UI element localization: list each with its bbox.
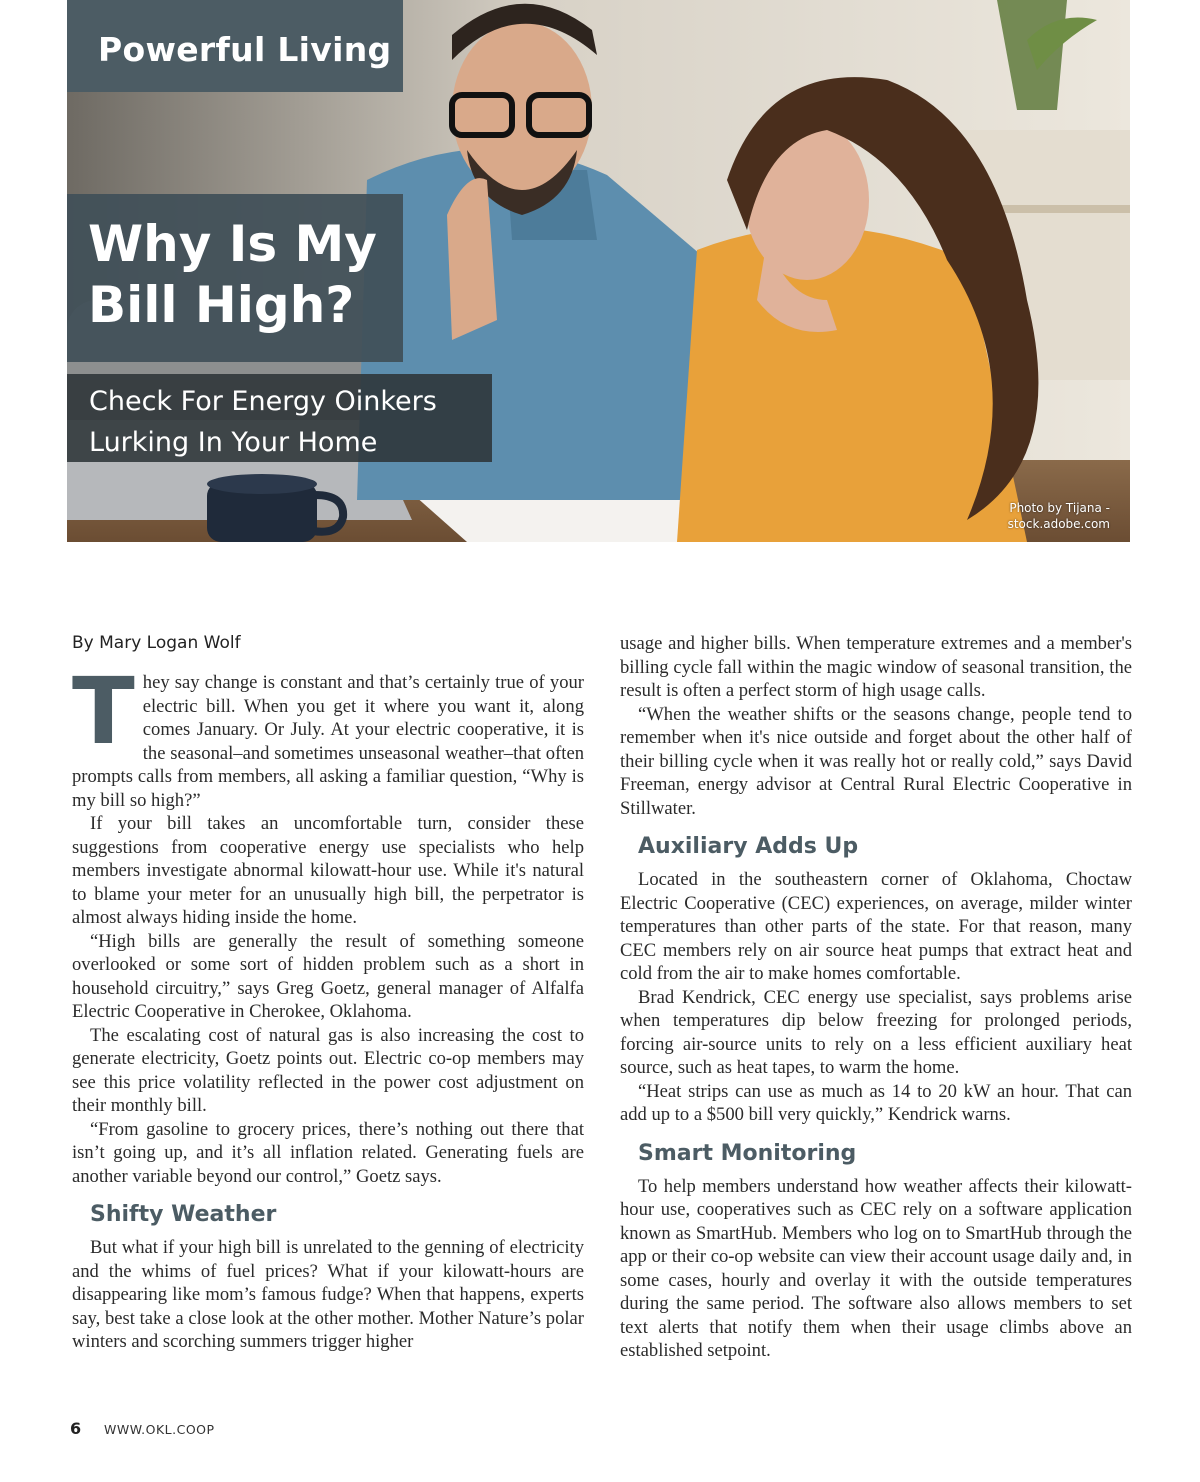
paragraph: To help members understand how weather affects their kilowatt-hour use, cooperatives such as CEC rely on a software application known as SmartHub. Members who log on to SmartHub through the app or their co-op website can view their account usage daily and, in some cases, hourly and overlay it with the outside temperatures during the same period. The software also allows members to set text alerts that notify them when their usage climbs above an established setpoint. — [620, 1175, 1132, 1361]
paragraph: “High bills are generally the result of something someone overlooked or some sort of hidden problem such as a short in household circuitry,” says Greg Goetz, general manager of Alfalfa Electric Cooperative in Cherokee, Oklahoma. — [72, 930, 584, 1022]
paragraph: If your bill takes an uncomfortable turn, consider these suggestions from cooperative energy use specialists who help members investigate abnormal kilowatt-hour use. While it's natural to blame your meter for an unusually high bill, the perpetrator is almost always hiding inside the home. — [72, 813, 584, 928]
section-heading-auxiliary: Auxiliary Adds Up — [638, 834, 859, 859]
article-column-left — [72, 632, 584, 1354]
series-title: Powerful Living — [98, 30, 392, 69]
paragraph: “When the weather shifts or the seasons change, people tend to remember when it's nice outside and forget about the other half of their billing cycle when it was really hot or really cold,” says David Freeman, energy advisor at Central Rural Electric Cooperative in Stillwater. — [620, 703, 1132, 819]
article-headline: Why Is My Bill High? — [88, 215, 377, 334]
section-heading-shifty-weather: Shifty Weather — [90, 1202, 277, 1227]
intro-paragraph — [72, 658, 584, 812]
photo-credit: Photo by Tijana - stock.adobe.com — [1007, 501, 1110, 531]
paragraph: Brad Kendrick, CEC energy use specialist, says problems arise when temperatures dip below freezing for prolonged periods, forcing air-source units to rely on a less efficient auxiliary heat source, such as heat tapes, to warm the home. — [620, 986, 1132, 1078]
paragraph: Located in the southeastern corner of Oklahoma, Choctaw Electric Cooperative (CEC) experiences, on average, milder winter temperatures than other parts of the state. For that reason, many CEC members rely on air source heat pumps that extract heat and cold from the air to make homes comfortable. — [620, 869, 1132, 984]
website-link[interactable]: WWW.OKL.COOP — [104, 1422, 215, 1437]
paragraph-continued: But what if your high bill is unrelated to the genning of electricity and the whims of fuel prices? What if your kilowatt-hours are disappearing like mom’s famous fudge? When that happens, experts say, best take a close look at the other mother. Mother Nature’s polar winters and scorching summers trigger higher — [72, 1237, 584, 1352]
drop-cap: T — [72, 658, 135, 765]
paragraph: “From gasoline to grocery prices, there’s nothing out there that isn’t going up, and it’s all inflation related. Generating fuels are another variable beyond our control,” Goetz says. — [72, 1118, 584, 1187]
paragraph-continuation: usage and higher bills. When temperature extremes and a member's billing cycle fall within the magic window of seasonal transition, the result is often a perfect storm of high usage calls. — [620, 633, 1132, 701]
paragraph: The escalating cost of natural gas is also increasing the cost to generate electricity, Goetz points out. Electric co-op members may see this price volatility reflected in the power cost adjustment on their monthly bill. — [72, 1024, 584, 1116]
intro-text: hey say change is constant and that’s certainly true of your electric bill. When you get it where you want it, along comes January. Or July. At your electric cooperative, it is the seasonal–and sometimes unseasonal weather–that often prompts calls from members, all asking a familiar question, “Why is my bill so high?” — [72, 672, 584, 811]
page-number: 6 — [70, 1419, 82, 1438]
article-column-right — [620, 632, 1132, 1363]
paragraph: “Heat strips can use as much as 14 to 20 kW an hour. That can add up to a $500 bill very quickly,” Kendrick warns. — [620, 1080, 1132, 1125]
section-heading-smart-monitoring: Smart Monitoring — [638, 1140, 857, 1166]
article-subhead: Check For Energy Oinkers Lurking In Your Home — [89, 386, 437, 458]
byline: By Mary Logan Wolf — [72, 633, 241, 653]
